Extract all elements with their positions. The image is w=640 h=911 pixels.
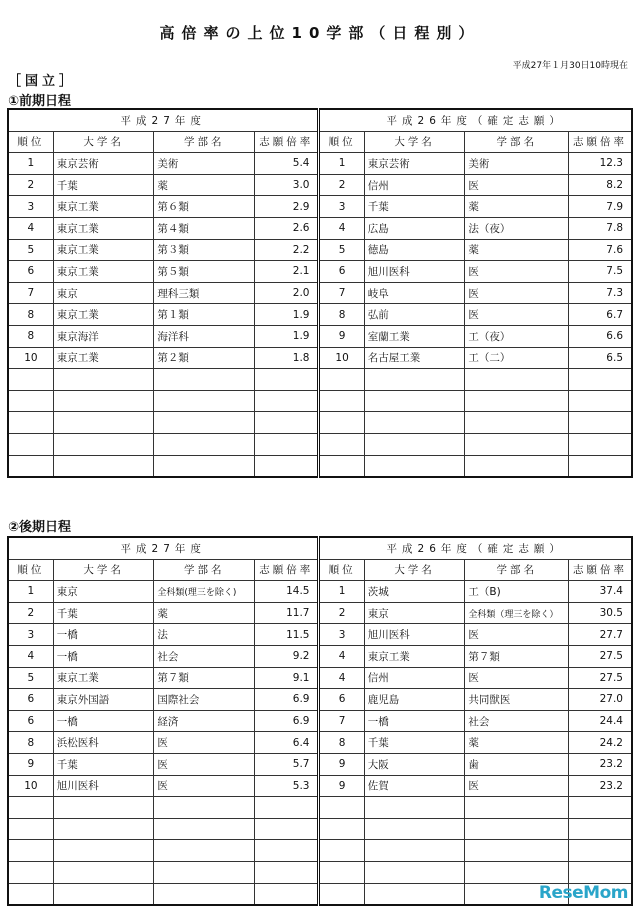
rank-cell: 2 bbox=[319, 174, 364, 196]
rank-cell: 6 bbox=[8, 689, 53, 711]
ratio-cell: 23.2 bbox=[569, 753, 632, 775]
rank-cell bbox=[8, 433, 53, 455]
section-label-first: ①前期日程 bbox=[8, 94, 72, 109]
rank-cell: 9 bbox=[319, 775, 364, 797]
rank-cell: 8 bbox=[319, 732, 364, 754]
column-header: 順位 bbox=[319, 131, 364, 153]
faculty-cell: 法（夜） bbox=[465, 217, 569, 239]
rank-cell: 9 bbox=[319, 753, 364, 775]
ratio-cell: 12.3 bbox=[569, 153, 632, 175]
year-header-current: 平成27年度 bbox=[8, 537, 319, 559]
university-cell: 東京工業 bbox=[364, 645, 465, 667]
ratio-cell: 2.2 bbox=[255, 239, 319, 261]
university-cell: 東京外国語 bbox=[53, 689, 154, 711]
university-cell: 大阪 bbox=[364, 753, 465, 775]
ratio-cell: 27.7 bbox=[569, 624, 632, 646]
rank-cell bbox=[8, 412, 53, 434]
ratio-cell: 1.8 bbox=[255, 347, 319, 369]
university-cell: 千葉 bbox=[364, 732, 465, 754]
ratio-cell: 5.7 bbox=[255, 753, 319, 775]
university-cell: 東京 bbox=[53, 581, 154, 603]
rank-cell bbox=[319, 390, 364, 412]
rank-cell: 3 bbox=[319, 196, 364, 218]
university-cell: 旭川医科 bbox=[53, 775, 154, 797]
ratio-cell: 1.9 bbox=[255, 304, 319, 326]
university-cell bbox=[364, 818, 465, 840]
column-header: 大学名 bbox=[364, 131, 465, 153]
faculty-cell: 国際社会 bbox=[154, 689, 255, 711]
rank-cell: 8 bbox=[319, 304, 364, 326]
rank-cell bbox=[319, 818, 364, 840]
university-cell: 東京工業 bbox=[53, 667, 154, 689]
ratio-cell: 2.6 bbox=[255, 217, 319, 239]
faculty-cell bbox=[154, 840, 255, 862]
faculty-cell: 法 bbox=[154, 624, 255, 646]
faculty-cell: 薬 bbox=[154, 174, 255, 196]
ratio-cell: 30.5 bbox=[569, 602, 632, 624]
column-header: 大学名 bbox=[364, 559, 465, 581]
faculty-cell: 医 bbox=[465, 304, 569, 326]
faculty-cell bbox=[465, 433, 569, 455]
rank-cell: 6 bbox=[8, 710, 53, 732]
faculty-cell: 第６類 bbox=[154, 196, 255, 218]
ratio-cell: 11.7 bbox=[255, 602, 319, 624]
faculty-cell: 第５類 bbox=[154, 261, 255, 283]
table-row bbox=[8, 732, 632, 754]
faculty-cell bbox=[465, 818, 569, 840]
table-row bbox=[8, 282, 632, 304]
second-stage-table bbox=[7, 536, 633, 906]
rank-cell: 5 bbox=[8, 239, 53, 261]
faculty-cell: 第３類 bbox=[154, 239, 255, 261]
ratio-cell: 23.2 bbox=[569, 775, 632, 797]
rank-cell: 7 bbox=[319, 710, 364, 732]
rank-cell: 2 bbox=[8, 602, 53, 624]
faculty-cell: 第１類 bbox=[154, 304, 255, 326]
table-row bbox=[8, 261, 632, 283]
university-cell bbox=[53, 412, 154, 434]
faculty-cell bbox=[465, 390, 569, 412]
column-header: 志願倍率 bbox=[255, 559, 319, 581]
ratio-cell: 6.5 bbox=[569, 347, 632, 369]
faculty-cell bbox=[154, 455, 255, 477]
column-header: 大学名 bbox=[53, 559, 154, 581]
ratio-cell bbox=[255, 455, 319, 477]
rank-cell bbox=[8, 840, 53, 862]
faculty-cell: 薬 bbox=[465, 732, 569, 754]
rank-cell bbox=[8, 390, 53, 412]
rank-cell: 3 bbox=[8, 624, 53, 646]
rank-cell: 3 bbox=[319, 624, 364, 646]
faculty-cell bbox=[465, 840, 569, 862]
university-cell bbox=[364, 433, 465, 455]
faculty-cell: 薬 bbox=[154, 602, 255, 624]
first-stage-table bbox=[7, 108, 633, 478]
ratio-cell: 7.3 bbox=[569, 282, 632, 304]
faculty-cell bbox=[154, 818, 255, 840]
rank-cell bbox=[8, 369, 53, 391]
university-cell bbox=[364, 455, 465, 477]
ratio-cell bbox=[255, 390, 319, 412]
table-row bbox=[8, 325, 632, 347]
rank-cell bbox=[8, 861, 53, 883]
table-row bbox=[8, 624, 632, 646]
university-cell: 徳島 bbox=[364, 239, 465, 261]
rank-cell bbox=[319, 455, 364, 477]
university-cell: 千葉 bbox=[53, 174, 154, 196]
table-row bbox=[8, 775, 632, 797]
faculty-cell: 工（B) bbox=[465, 581, 569, 603]
ratio-cell bbox=[569, 861, 632, 883]
faculty-cell: 海洋科 bbox=[154, 325, 255, 347]
ratio-cell: 5.4 bbox=[255, 153, 319, 175]
table-row bbox=[8, 455, 632, 477]
university-cell: 東京 bbox=[53, 282, 154, 304]
rank-cell: 10 bbox=[8, 347, 53, 369]
table-row bbox=[8, 239, 632, 261]
rank-cell bbox=[319, 883, 364, 905]
university-cell: 弘前 bbox=[364, 304, 465, 326]
university-cell bbox=[53, 455, 154, 477]
rank-cell bbox=[319, 433, 364, 455]
column-header: 順位 bbox=[319, 559, 364, 581]
university-cell: 旭川医科 bbox=[364, 624, 465, 646]
column-header: 順位 bbox=[8, 131, 53, 153]
university-cell: 鹿児島 bbox=[364, 689, 465, 711]
ratio-cell: 6.9 bbox=[255, 689, 319, 711]
rank-cell: 10 bbox=[8, 775, 53, 797]
table-row bbox=[8, 153, 632, 175]
ratio-cell: 9.1 bbox=[255, 667, 319, 689]
table-row bbox=[8, 412, 632, 434]
ratio-cell: 6.9 bbox=[255, 710, 319, 732]
rank-cell bbox=[319, 369, 364, 391]
rank-cell: 6 bbox=[8, 261, 53, 283]
university-cell: 佐賀 bbox=[364, 775, 465, 797]
university-cell: 千葉 bbox=[53, 602, 154, 624]
ratio-cell bbox=[569, 840, 632, 862]
university-cell bbox=[364, 369, 465, 391]
faculty-cell: 第２類 bbox=[154, 347, 255, 369]
rank-cell: 1 bbox=[319, 153, 364, 175]
faculty-cell: 医 bbox=[465, 775, 569, 797]
ratio-cell: 8.2 bbox=[569, 174, 632, 196]
university-cell bbox=[53, 840, 154, 862]
faculty-cell: 医 bbox=[465, 667, 569, 689]
column-header: 学部名 bbox=[465, 559, 569, 581]
year-header-current: 平成27年度 bbox=[8, 109, 319, 131]
faculty-cell: 医 bbox=[465, 174, 569, 196]
ratio-cell: 2.9 bbox=[255, 196, 319, 218]
university-cell bbox=[53, 861, 154, 883]
faculty-cell: 第７類 bbox=[465, 645, 569, 667]
rank-cell: 4 bbox=[8, 645, 53, 667]
faculty-cell: 工（二） bbox=[465, 347, 569, 369]
rank-cell: 2 bbox=[319, 602, 364, 624]
ratio-cell: 2.1 bbox=[255, 261, 319, 283]
rank-cell: 3 bbox=[8, 196, 53, 218]
year-header-previous: 平成26年度（確定志願） bbox=[319, 537, 632, 559]
faculty-cell bbox=[154, 797, 255, 819]
rank-cell: 4 bbox=[8, 217, 53, 239]
table-row bbox=[8, 602, 632, 624]
faculty-cell: 共同獣医 bbox=[465, 689, 569, 711]
rank-cell: 4 bbox=[319, 667, 364, 689]
university-cell: 浜松医科 bbox=[53, 732, 154, 754]
table-row bbox=[8, 861, 632, 883]
university-cell bbox=[53, 883, 154, 905]
table-row bbox=[8, 581, 632, 603]
university-cell bbox=[53, 369, 154, 391]
faculty-cell: 全科類(理三を除く) bbox=[154, 581, 255, 603]
university-cell: 信州 bbox=[364, 174, 465, 196]
column-header: 順位 bbox=[8, 559, 53, 581]
page-title: 高倍率の上位10学部（日程別） bbox=[159, 24, 481, 42]
rank-cell: 2 bbox=[8, 174, 53, 196]
column-header: 学部名 bbox=[465, 131, 569, 153]
university-cell bbox=[364, 840, 465, 862]
rank-cell bbox=[319, 861, 364, 883]
faculty-cell bbox=[154, 412, 255, 434]
faculty-cell bbox=[465, 369, 569, 391]
table-row bbox=[8, 174, 632, 196]
table-row bbox=[8, 347, 632, 369]
ratio-cell: 5.3 bbox=[255, 775, 319, 797]
university-cell bbox=[53, 433, 154, 455]
university-cell: 東京 bbox=[364, 602, 465, 624]
table-row bbox=[8, 840, 632, 862]
university-cell: 岐阜 bbox=[364, 282, 465, 304]
ratio-cell bbox=[255, 369, 319, 391]
rank-cell: 7 bbox=[319, 282, 364, 304]
faculty-cell: 全科類（理三を除く） bbox=[465, 602, 569, 624]
rank-cell bbox=[319, 840, 364, 862]
university-cell: 千葉 bbox=[53, 753, 154, 775]
faculty-cell: 薬 bbox=[465, 196, 569, 218]
column-header: 学部名 bbox=[154, 131, 255, 153]
faculty-cell: 第４類 bbox=[154, 217, 255, 239]
table-row bbox=[8, 645, 632, 667]
column-header: 学部名 bbox=[154, 559, 255, 581]
ratio-cell: 6.4 bbox=[255, 732, 319, 754]
rank-cell: 9 bbox=[8, 753, 53, 775]
university-cell: 室蘭工業 bbox=[364, 325, 465, 347]
ratio-cell: 7.6 bbox=[569, 239, 632, 261]
ratio-cell bbox=[569, 412, 632, 434]
ratio-cell bbox=[255, 818, 319, 840]
ratio-cell bbox=[255, 861, 319, 883]
faculty-cell: 医 bbox=[465, 261, 569, 283]
faculty-cell bbox=[465, 797, 569, 819]
rank-cell: 1 bbox=[319, 581, 364, 603]
section-label-second: ②後期日程 bbox=[8, 520, 72, 535]
faculty-cell: 社会 bbox=[154, 645, 255, 667]
rank-cell: 8 bbox=[8, 732, 53, 754]
university-cell bbox=[53, 797, 154, 819]
rank-cell: 1 bbox=[8, 153, 53, 175]
ratio-cell bbox=[569, 369, 632, 391]
ratio-cell bbox=[255, 412, 319, 434]
university-cell: 一橋 bbox=[53, 645, 154, 667]
ratio-cell: 11.5 bbox=[255, 624, 319, 646]
ratio-cell bbox=[255, 797, 319, 819]
faculty-cell: 医 bbox=[154, 775, 255, 797]
ratio-cell: 27.0 bbox=[569, 689, 632, 711]
university-cell bbox=[364, 797, 465, 819]
university-cell: 東京工業 bbox=[53, 304, 154, 326]
faculty-cell: 医 bbox=[154, 753, 255, 775]
as-of-date: 平成27年１月30日10時現在 bbox=[512, 61, 628, 71]
faculty-cell bbox=[465, 861, 569, 883]
table-row bbox=[8, 369, 632, 391]
ratio-cell: 37.4 bbox=[569, 581, 632, 603]
university-cell: 千葉 bbox=[364, 196, 465, 218]
faculty-cell: 薬 bbox=[465, 239, 569, 261]
ratio-cell bbox=[255, 433, 319, 455]
faculty-cell: 第７類 bbox=[154, 667, 255, 689]
university-cell bbox=[53, 818, 154, 840]
faculty-cell: 社会 bbox=[465, 710, 569, 732]
faculty-cell: 理科三類 bbox=[154, 282, 255, 304]
rank-cell bbox=[8, 818, 53, 840]
rank-cell bbox=[8, 797, 53, 819]
university-cell bbox=[364, 412, 465, 434]
faculty-cell: 経済 bbox=[154, 710, 255, 732]
ratio-cell: 27.5 bbox=[569, 667, 632, 689]
faculty-cell: 工（夜） bbox=[465, 325, 569, 347]
university-cell: 茨城 bbox=[364, 581, 465, 603]
ratio-cell bbox=[255, 883, 319, 905]
ratio-cell: 9.2 bbox=[255, 645, 319, 667]
table-row bbox=[8, 433, 632, 455]
column-header: 志願倍率 bbox=[569, 131, 632, 153]
faculty-cell bbox=[154, 369, 255, 391]
rank-cell: 6 bbox=[319, 689, 364, 711]
rank-cell: 6 bbox=[319, 261, 364, 283]
university-cell: 信州 bbox=[364, 667, 465, 689]
rank-cell: 9 bbox=[319, 325, 364, 347]
university-cell: 東京芸術 bbox=[364, 153, 465, 175]
ratio-cell: 7.9 bbox=[569, 196, 632, 218]
university-cell bbox=[53, 390, 154, 412]
table-row bbox=[8, 753, 632, 775]
rank-cell: 7 bbox=[8, 282, 53, 304]
table-row bbox=[8, 710, 632, 732]
ratio-cell: 6.6 bbox=[569, 325, 632, 347]
faculty-cell: 歯 bbox=[465, 753, 569, 775]
ratio-cell bbox=[255, 840, 319, 862]
rank-cell: 4 bbox=[319, 645, 364, 667]
faculty-cell: 美術 bbox=[465, 153, 569, 175]
rank-cell bbox=[8, 455, 53, 477]
faculty-cell: 美術 bbox=[154, 153, 255, 175]
ratio-cell: 27.5 bbox=[569, 645, 632, 667]
university-cell: 東京海洋 bbox=[53, 325, 154, 347]
table-row bbox=[8, 797, 632, 819]
column-header: 志願倍率 bbox=[255, 131, 319, 153]
faculty-cell bbox=[154, 861, 255, 883]
university-cell: 東京芸術 bbox=[53, 153, 154, 175]
ratio-cell: 7.5 bbox=[569, 261, 632, 283]
university-cell: 一橋 bbox=[53, 624, 154, 646]
ratio-cell: 3.0 bbox=[255, 174, 319, 196]
faculty-cell bbox=[154, 433, 255, 455]
rank-cell: 5 bbox=[8, 667, 53, 689]
table-row bbox=[8, 196, 632, 218]
ratio-cell: 2.0 bbox=[255, 282, 319, 304]
ratio-cell bbox=[569, 433, 632, 455]
year-header-previous: 平成26年度（確定志願） bbox=[319, 109, 632, 131]
university-cell: 東京工業 bbox=[53, 239, 154, 261]
rank-cell: 10 bbox=[319, 347, 364, 369]
faculty-cell: 医 bbox=[465, 282, 569, 304]
ratio-cell bbox=[569, 818, 632, 840]
university-cell: 東京工業 bbox=[53, 196, 154, 218]
university-cell: 旭川医科 bbox=[364, 261, 465, 283]
ratio-cell: 24.2 bbox=[569, 732, 632, 754]
university-cell bbox=[364, 861, 465, 883]
table-row bbox=[8, 818, 632, 840]
faculty-cell bbox=[154, 883, 255, 905]
university-cell: 東京工業 bbox=[53, 261, 154, 283]
table-row bbox=[8, 304, 632, 326]
university-cell: 東京工業 bbox=[53, 347, 154, 369]
table-row bbox=[8, 390, 632, 412]
table-row bbox=[8, 689, 632, 711]
university-cell: 名古屋工業 bbox=[364, 347, 465, 369]
faculty-cell: 医 bbox=[154, 732, 255, 754]
rank-cell: 8 bbox=[8, 325, 53, 347]
ratio-cell: 7.8 bbox=[569, 217, 632, 239]
faculty-cell bbox=[154, 390, 255, 412]
university-cell: 広島 bbox=[364, 217, 465, 239]
rank-cell: 5 bbox=[319, 239, 364, 261]
ratio-cell: 6.7 bbox=[569, 304, 632, 326]
university-cell: 一橋 bbox=[53, 710, 154, 732]
ratio-cell: 24.4 bbox=[569, 710, 632, 732]
faculty-cell bbox=[465, 412, 569, 434]
category-label: ［国立］ bbox=[8, 74, 77, 89]
university-cell: 一橋 bbox=[364, 710, 465, 732]
rank-cell bbox=[319, 412, 364, 434]
table-row bbox=[8, 217, 632, 239]
university-cell: 東京工業 bbox=[53, 217, 154, 239]
university-cell bbox=[364, 883, 465, 905]
table-row bbox=[8, 667, 632, 689]
ratio-cell bbox=[569, 797, 632, 819]
rank-cell: 8 bbox=[8, 304, 53, 326]
ratio-cell bbox=[569, 455, 632, 477]
rank-cell bbox=[8, 883, 53, 905]
rank-cell: 4 bbox=[319, 217, 364, 239]
ratio-cell: 1.9 bbox=[255, 325, 319, 347]
university-cell bbox=[364, 390, 465, 412]
column-header: 大学名 bbox=[53, 131, 154, 153]
faculty-cell bbox=[465, 455, 569, 477]
resemom-logo: ReseMom bbox=[538, 883, 628, 903]
ratio-cell: 14.5 bbox=[255, 581, 319, 603]
rank-cell bbox=[319, 797, 364, 819]
rank-cell: 1 bbox=[8, 581, 53, 603]
ratio-cell bbox=[569, 390, 632, 412]
faculty-cell: 医 bbox=[465, 624, 569, 646]
column-header: 志願倍率 bbox=[569, 559, 632, 581]
